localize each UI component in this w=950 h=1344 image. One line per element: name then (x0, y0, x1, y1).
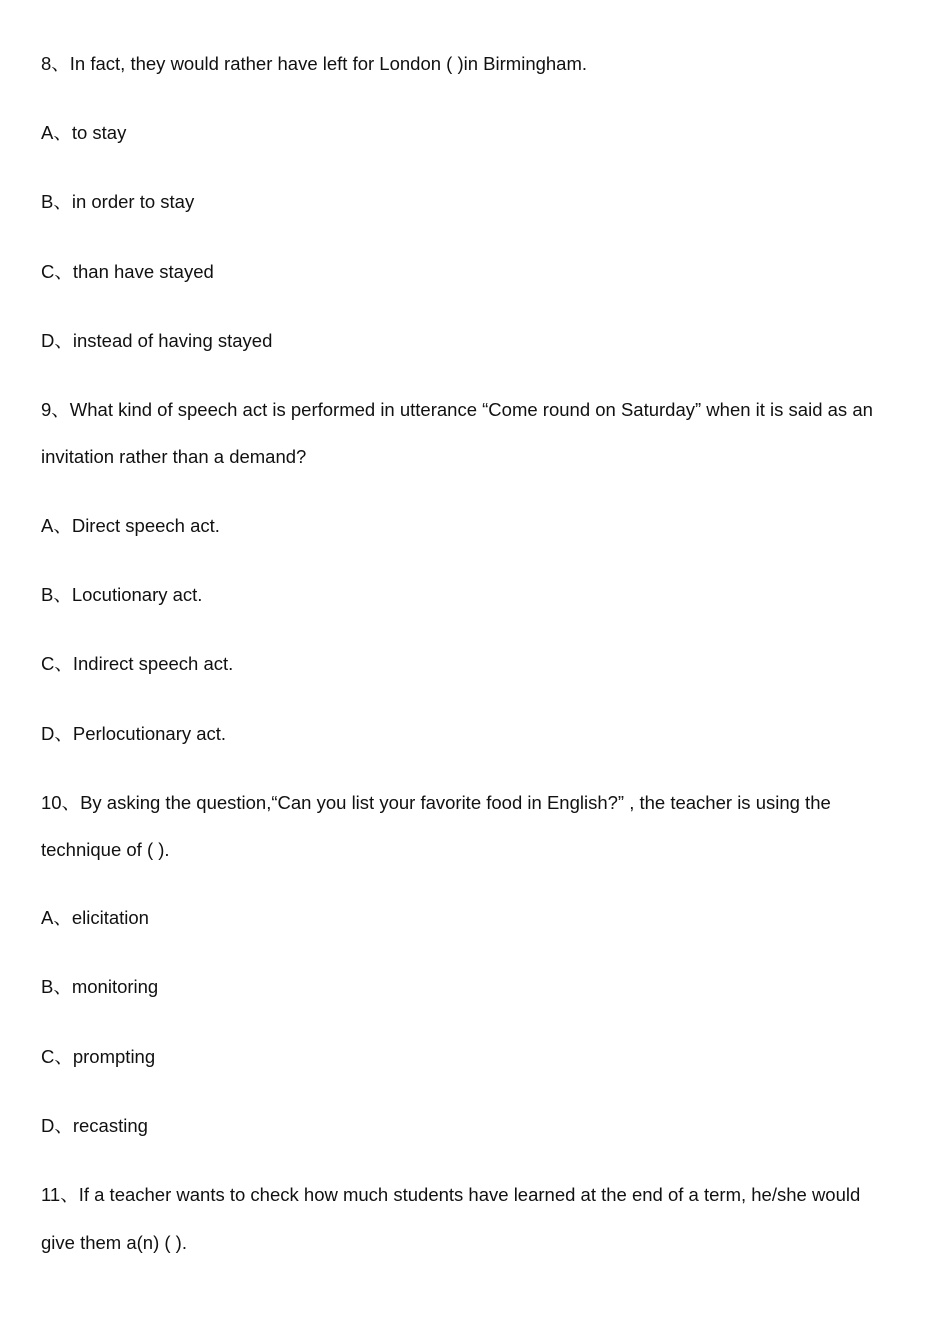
question-9-stem-line-2: invitation rather than a demand? (41, 446, 307, 467)
question-9-stem-line-1: 9、What kind of speech act is performed in utterance “Come round on Saturday” when it is said as an (41, 399, 873, 420)
question-9-option-a: A、Direct speech act. (41, 515, 220, 536)
question-10-option-a: A、elicitation (41, 907, 149, 928)
question-10-option-c: C、prompting (41, 1046, 156, 1067)
question-8-stem: 8、In fact, they would rather have left for London ( )in Birmingham. (41, 53, 588, 74)
question-10-stem-line-1: 10、By asking the question,“Can you list your favorite food in English?” , the teacher is using the (41, 792, 831, 813)
question-10-option-d: D、recasting (41, 1115, 148, 1136)
question-11-stem-line-1: 11、If a teacher wants to check how much students have learned at the end of a term, he/she would (41, 1184, 861, 1205)
question-11-stem-line-2: give them a(n) ( ). (41, 1232, 187, 1253)
question-9-option-c: C、Indirect speech act. (41, 653, 234, 674)
question-10-stem-line-2: technique of ( ). (41, 839, 170, 860)
question-8-option-d: D、instead of having stayed (41, 330, 273, 351)
question-8-option-b: B、in order to stay (41, 191, 195, 212)
question-8-option-a: A、to stay (41, 122, 127, 143)
question-9-option-d: D、Perlocutionary act. (41, 723, 227, 744)
question-10-option-b: B、monitoring (41, 976, 159, 997)
question-9-option-b: B、Locutionary act. (41, 584, 203, 605)
question-8-option-c: C、than have stayed (41, 261, 214, 282)
